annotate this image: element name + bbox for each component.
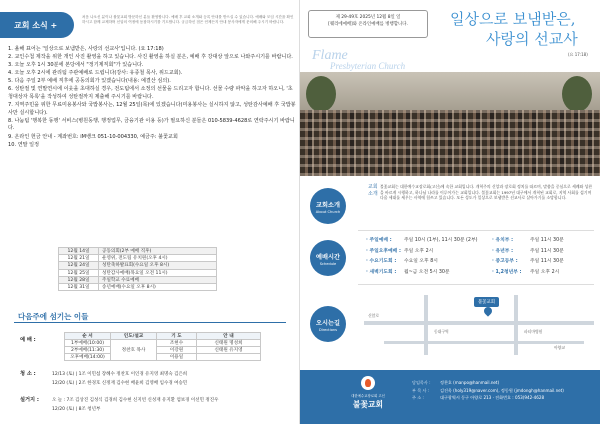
contact-row <box>412 387 592 395</box>
department-name: · 1,2청년부 : <box>492 269 522 275</box>
worship-badge <box>310 240 346 276</box>
list-item: 8. 나눔팀 '행복한 동행' 서비스(병원동행, 행정업무, 금융기관 이용 등)가 필요하신 분들은 010-5839-4628로 연락주시기 바랍니다. <box>8 117 295 132</box>
department-time: 주일 11시 30분 <box>530 238 564 243</box>
contact-key: 주 소 : <box>412 395 424 401</box>
department-name: · 중고등부 : <box>492 259 518 265</box>
table-row <box>59 262 217 269</box>
congregation-photo <box>300 72 600 176</box>
motto-reference: (요 17:18) <box>568 52 588 57</box>
motto-title-line2: 사랑의 선교사 <box>486 30 578 48</box>
contact-row <box>412 394 592 402</box>
worship-badge-label: 예배시간 <box>316 254 340 261</box>
column-header: 인도/설교 <box>111 333 157 340</box>
church-map-tag: 불꽃교회 <box>474 297 499 307</box>
worship-row <box>366 247 596 258</box>
column-header: 순 서 <box>65 333 111 340</box>
worship-time: 월~금 오전 5시 30분 <box>404 269 450 275</box>
list-item: 5. 다음 주일 2부 예배 직후에 공동의회가 있겠습니다(내용: 예결산 심의). <box>8 78 171 85</box>
table-header-row <box>65 333 261 340</box>
order-cell: 1부예배(10:00) <box>65 340 111 347</box>
directions-badge <box>310 306 346 342</box>
department-time: 주일 11시 30분 <box>530 248 564 254</box>
about-badge-label-en: About Church <box>315 210 341 214</box>
contact-key: 부 목 사 : <box>412 387 430 393</box>
table-row <box>59 248 217 255</box>
order-cell: 2부예배(11:30) <box>65 347 111 354</box>
road <box>424 295 428 355</box>
news-list <box>8 46 296 150</box>
flame-watermark-sub: Presbyterian Church <box>330 61 406 71</box>
cleaning-row: 12/13 (토) | 1조 이민섭 장혜수 정찬호 이인경 유지영 최명숙 김은희 <box>52 372 188 377</box>
table-row <box>65 340 261 347</box>
lead-cell: 정찬호 목사 <box>111 340 157 361</box>
schedule-event: 성탄감사예배(목요일 오전 11시) <box>99 269 217 276</box>
flame-logo-icon <box>361 376 375 390</box>
directions-badge-label: 오시는길 <box>316 320 340 327</box>
worship-name: · 주일오후예배 : <box>366 248 401 254</box>
order-cell: 오후예배(14:00) <box>65 354 111 361</box>
worship-row <box>366 257 596 268</box>
table-row <box>59 276 217 283</box>
schedule-date: 12월 14일 <box>59 248 99 255</box>
issue-notice: [퀘리에예배]와 온라인예배를 병행합니다. <box>328 22 408 27</box>
road <box>384 341 584 344</box>
tree <box>562 76 592 112</box>
news-tab[interactable]: 교회 소식 + <box>0 12 74 38</box>
schedule-date: 12월 28일 <box>59 276 99 283</box>
church-building <box>300 72 600 112</box>
list-item: 1. 올해 표어는 '일상으로 보냄받은, 사랑의 선교사'입니다. (요 17:18) <box>8 46 164 52</box>
table-row <box>59 255 217 262</box>
department-name: · 유치부 : <box>492 238 513 243</box>
issue-box <box>308 10 428 38</box>
worship-row <box>366 236 596 247</box>
news-intro: 처음 나오신 분이나 불꽃교회 방문하신 분들 환영합니다. 예배 후 교회 소개와 등록 안내를 받으실 수 있습니다. 예배와 모임 시간을 확인하시고 함께 교제하며 신앙의 여정에 동참하시기를 기도합니다. 궁금하신 점은 언제든지 안내 봉사자에게 문의해 주시기 바랍니다. <box>82 15 294 25</box>
column-header: 안 내 <box>197 333 261 340</box>
service-title: 다음주에 섬기는 이들 <box>18 312 89 321</box>
divider <box>358 230 594 231</box>
prayer-cell: 조현수 <box>157 340 197 347</box>
right-panel <box>300 0 600 424</box>
contact-key: 담임목사 : <box>412 380 431 385</box>
about-badge <box>310 188 346 224</box>
worship-name: · 주일예배 : <box>366 238 392 243</box>
tree <box>306 76 336 112</box>
list-item: 10. 연말 일정 <box>8 141 40 148</box>
column-header: 기 도 <box>157 333 197 340</box>
worship-label: 예 배 : <box>20 337 36 343</box>
about-badge-label: 교회소개 <box>316 202 340 209</box>
contacts <box>412 379 592 402</box>
usher-cell: 신태원 명성희 <box>197 340 261 347</box>
worship-name: · 새벽기도회 : <box>366 269 397 275</box>
service-duty-table <box>64 332 261 361</box>
motto-title-line1: 일상으로 보냄받은, <box>450 10 576 28</box>
department-name: · 유년부 : <box>492 248 513 254</box>
crowd-shading <box>300 110 600 176</box>
list-item: 4. 오늘 오후 2시에 관리팀 주관예배로 드립니다(강사: 유종철 목사, 위드교회). <box>8 70 183 77</box>
church-name: 불꽃교회 <box>352 400 384 409</box>
prayer-cell: 이강원 <box>157 347 197 354</box>
about-text: 불꽃교회는 대한예수교장로회(고신)에 속한 교회입니다. 개혁주의 신앙과 장로회 정치를 따르며, 말씀을 중심으로 세례와 성찬을 바르게 시행하고, 하나님 나라를 이루어가는 교회입니다. 불꽃교회는 1997년 대구에서 개척된 교회로, 지역 사회를 섬기며 다음 세대를 세우는 사역에 힘쓰고 있습니다. 모든 성도가 일상으로 보냄받은 선교사로 살아가기를 소망합니다. <box>380 184 593 200</box>
denomination: 대한예수교장로회 고신 <box>351 394 385 398</box>
church-logo <box>336 376 400 410</box>
worship-badge-label-en: Schedule <box>319 262 337 266</box>
footer <box>300 370 600 424</box>
table-row <box>59 269 217 276</box>
flame-watermark: Flame <box>312 48 348 63</box>
dishwashing-label: 설거지 : <box>20 397 39 403</box>
schedule-date: 12월 25일 <box>59 269 99 276</box>
issue-number: 제 29-49호 2025년 12월 8일 일 <box>335 15 401 20</box>
contact-value: 대구광역시 동구 아양로 213 · 전화번호 : 053)942-4628 <box>440 395 545 401</box>
schedule-event: 주일학교 수료예배 <box>99 276 217 283</box>
dishwashing-row: 12/20 (토) | 8조 청년부 <box>52 407 101 412</box>
list-item: 9. 온라인 헌금 안내 - 계좌번호: iM뱅크 051-10-004330, 예금주: 불꽃교회 <box>8 133 178 140</box>
map-label: 동대구역 <box>434 329 449 334</box>
contact-row <box>412 379 592 387</box>
table-row <box>65 354 261 361</box>
about-vertical-label: 교회 소개 <box>368 184 378 197</box>
divider <box>358 284 594 285</box>
year-end-schedule-table <box>58 247 217 291</box>
worship-times <box>366 236 596 278</box>
schedule-event: 송년예배(수요일 오후 8시) <box>99 283 217 290</box>
table-row <box>65 347 261 354</box>
worship-name: · 수요기도회 : <box>366 259 397 265</box>
map-label: 아양교 <box>554 345 566 350</box>
list-item: 6. 성탄절 및 연말연시에 이웃을 초대하실 경우, 전도팀에서 소정의 선물을 드리고자 합니다. 선물 수량 파악을 하고자 하오니, '초청대상자 목록'을 작성하여 성탄절까지 제출해 주시기를 바랍니다. <box>8 86 293 101</box>
news-header <box>0 12 300 38</box>
cleaning-label: 청 소 : <box>20 371 36 377</box>
table-row <box>59 283 217 290</box>
directions-badge-label-en: Directions <box>318 328 338 332</box>
schedule-event: 공동의회(2부 예배 직후) <box>99 248 217 255</box>
cleaning-row: 12/20 (토) | 2조 한경호 신정재 김수현 배윤희 김영배 임수경 여승민 <box>52 381 188 386</box>
list-item: 2. 교인수첩 제작을 위한 개인 사진 촬영을 하고 있습니다. 사진 촬영을 하실 분은, 예배 후 강대상 앞으로 나와주시기를 바랍니다. <box>8 54 293 61</box>
directions-map <box>364 295 594 355</box>
location-pin-icon <box>482 305 493 316</box>
prayer-cell: 이용일 <box>157 354 197 361</box>
dishwashing-row: 오 늘 : 7조 김상진 김성식 김경희 김수현 신지빈 신성재 유지환 엄보경 이선민 정진우 <box>52 398 219 403</box>
map-label: 신암로 <box>368 313 380 318</box>
usher-cell: 신태원 유지영 <box>197 347 261 354</box>
list-item: 3. 오늘 오후 1시 30분에 본당에서 "정기제직회"가 있습니다. <box>8 62 144 69</box>
divider <box>14 322 286 323</box>
schedule-event: 운영위, 전도팀 유치원(오후 4시) <box>99 255 217 262</box>
map-label: 파티마병원 <box>524 329 543 334</box>
worship-time: 수요일 오후 8시 <box>404 259 438 265</box>
contact-value: 김진욱 (holy319@naver.com), 정동원 (jmdongh@hanmail.net) <box>440 387 564 393</box>
department-time: 주일 11시 30분 <box>530 259 564 265</box>
schedule-date: 12월 21일 <box>59 255 99 262</box>
worship-time: 주일 10시 (1부), 11시 30분 (2부) <box>404 238 478 243</box>
worship-row <box>366 268 596 279</box>
schedule-event: 성탄축하발표회(수요일 오후 8시) <box>99 262 217 269</box>
worship-time: 주일 오후 2시 <box>404 248 434 254</box>
contact-value: 정찬호 (manpo@hanmail.net) <box>440 380 500 385</box>
road <box>364 321 594 325</box>
usher-cell <box>197 354 261 361</box>
road <box>514 295 518 355</box>
department-time: 주일 오후 2시 <box>530 269 560 275</box>
schedule-date: 12월 24일 <box>59 262 99 269</box>
list-item: 7. 지역주민을 위한 무료미용봉사와 국밥봉사는, 12월 25일(목)에 있겠습니다(미용봉사는 실시하지 않고, 성탄감사예배 후 국밥봉사만 실시합니다). <box>8 102 296 116</box>
schedule-date: 12월 31일 <box>59 283 99 290</box>
